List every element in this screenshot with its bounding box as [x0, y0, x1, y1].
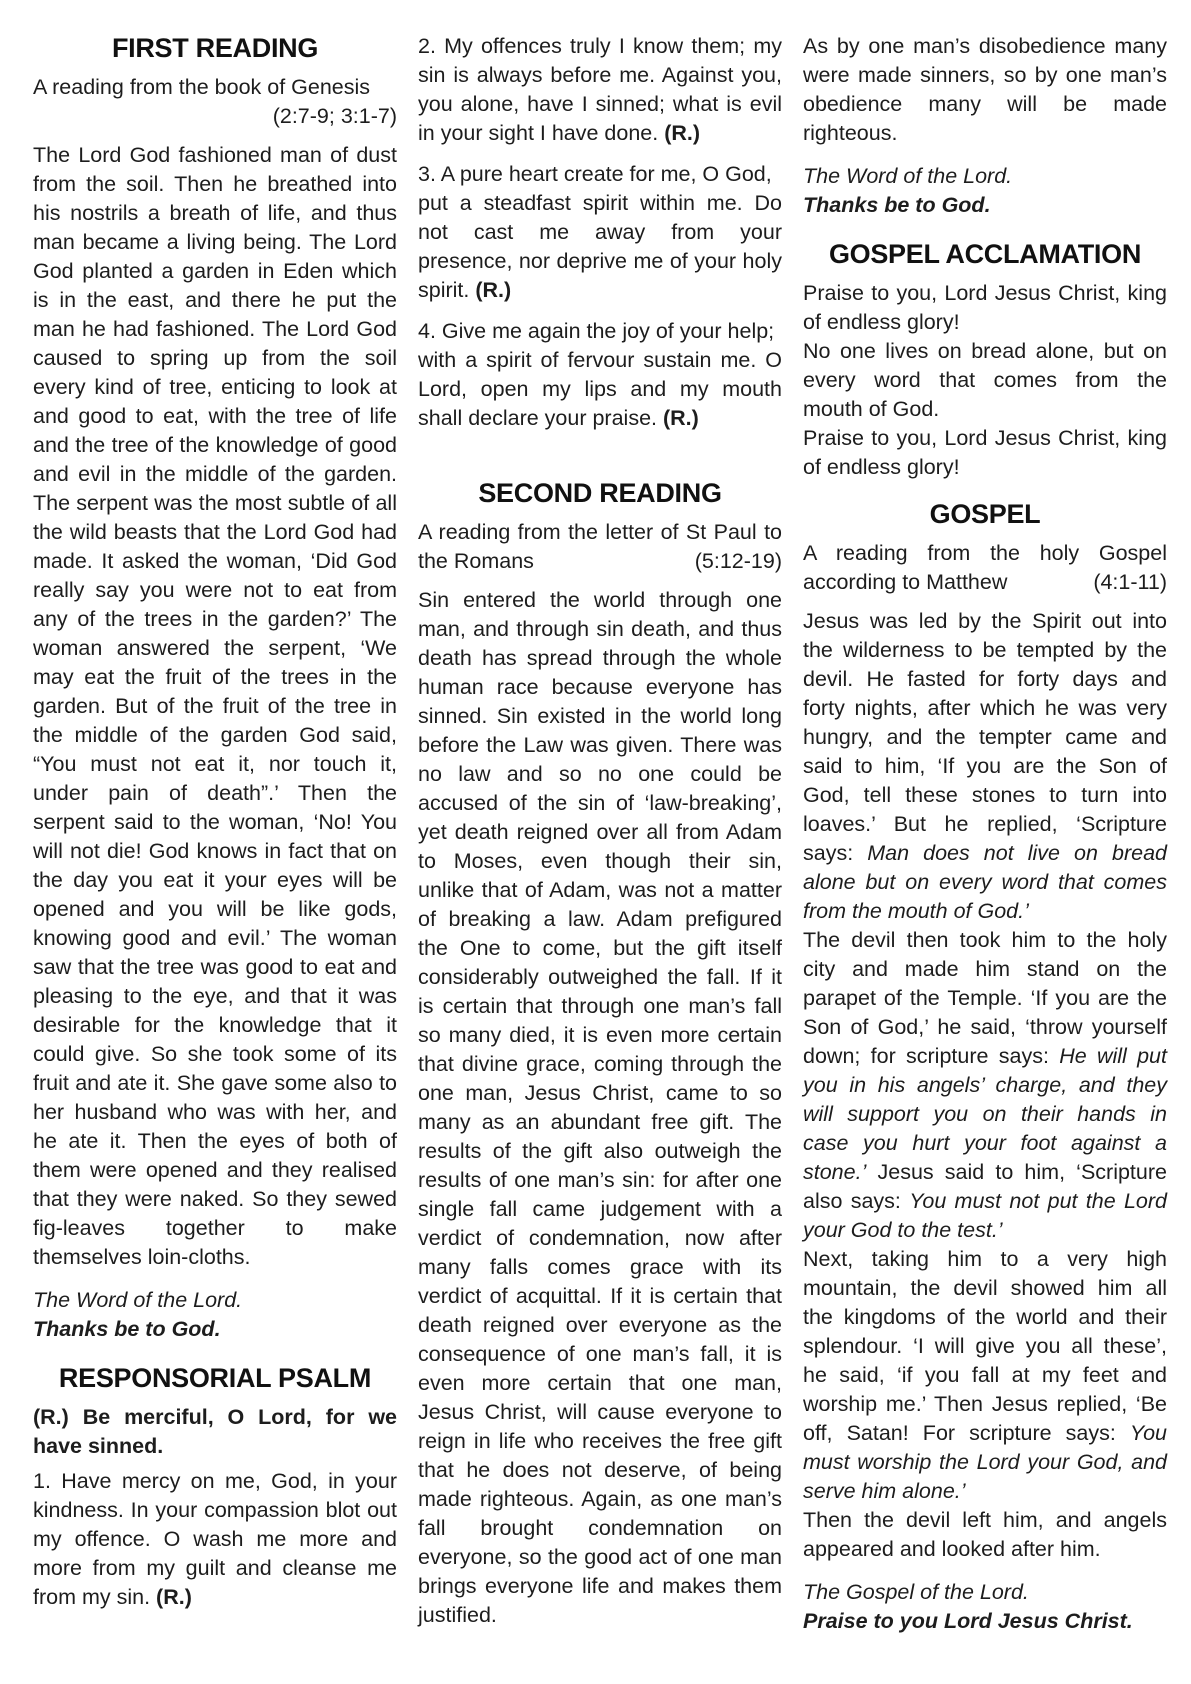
gospel-intro: A reading from the holy Gospel according to Matthew: [803, 541, 1167, 594]
responsorial-psalm-section: [33, 1362, 397, 1612]
second-reading-response: Thanks be to God.: [803, 193, 991, 217]
column-1: [33, 32, 397, 1636]
first-reading-section: [33, 32, 397, 1344]
acclamation-line-3: Praise to you, Lord Jesus Christ, king of endless glory!: [803, 426, 1167, 479]
second-reading-body-part2: As by one man’s disobedience many were made sinners, so by one man’s obedience many will be made righteous.: [803, 34, 1167, 145]
first-reading-heading: FIRST READING: [111, 33, 319, 63]
second-reading-intro: A reading from the letter of St Paul to the Romans: [418, 520, 782, 573]
first-reading-response: Thanks be to God.: [33, 1317, 221, 1341]
first-reading-citation: (2:7-9; 3:1-7): [272, 104, 397, 128]
column-2: [418, 32, 782, 1636]
gospel-response: Praise to you Lord Jesus Christ.: [803, 1609, 1133, 1633]
column-3: [803, 32, 1167, 1636]
psalm-verse-4: 4. Give me again the joy of your help; with a spirit of fervour sustain me. O Lord, open my lips and my mouth shall declare your praise. (R.): [418, 319, 782, 430]
responsorial-psalm-heading: RESPONSORIAL PSALM: [58, 1363, 372, 1393]
gospel-paragraph-1: Jesus was led by the Spirit out into the wilderness to be tempted by the devil. He fasted for forty days and forty nights, after which he was very hungry, and the tempter came and said to him, ‘If you are the Son of God, tell these stones to turn into loaves.’ But he replied, ‘Scripture says: Man does not live on bread alone but on every word that comes from the mouth of God.’: [803, 609, 1167, 923]
second-reading-conclusion: The Word of the Lord.: [803, 164, 1013, 188]
gospel-paragraph-4: Then the devil left him, and angels appeared and looked after him.: [803, 1508, 1167, 1561]
second-reading-section: [418, 477, 782, 1630]
gospel-conclusion: The Gospel of the Lord.: [803, 1580, 1029, 1604]
second-reading-source: [418, 518, 782, 576]
psalm-verse-2: 2. My offences truly I know them; my sin is always before me. Against you, you alone, have I sinned; what is evil in your sight I have done. (R.): [418, 34, 782, 145]
first-reading-intro: A reading from the book of Genesis: [33, 75, 371, 99]
gospel-citation: (4:1-11): [1093, 570, 1167, 594]
psalm-refrain: (R.) Be merciful, O Lord, for we have sinned.: [33, 1405, 397, 1458]
second-reading-heading: SECOND READING: [478, 478, 722, 508]
gospel-paragraph-3: Next, taking him to a very high mountain, the devil showed him all the kingdoms of the world and their splendour. ‘I will give you all these’, he said, ‘if you fall at my feet and worship me.’ Then Jesus replied, ‘Be off, Satan! For scripture says: You must worship the Lord your God, and serve him alone.’: [803, 1247, 1167, 1503]
gospel-source: [803, 539, 1167, 597]
gospel-acclamation-section: [803, 238, 1167, 482]
first-reading-conclusion: The Word of the Lord.: [33, 1288, 243, 1312]
gospel-paragraph-2: The devil then took him to the holy city and made him stand on the parapet of the Temple. ‘If you are the Son of God,’ he said, ‘throw yourself down; for scripture says: He will put you in his angels’ charge, and they will support you on their hands in case you hurt your foot against a stone.’ Jesus said to him, ‘Scripture also says: You must not put the Lord your God to the test.’: [803, 928, 1167, 1242]
first-reading-body: The Lord God fashioned man of dust from the soil. Then he breathed into his nostrils a breath of life, and thus man became a living being. The Lord God planted a garden in Eden which is in the east, and there he put the man he had fashioned. The Lord God caused to spring up from the soil every kind of tree, enticing to look at and good to eat, with the tree of life and the tree of the knowledge of good and evil in the middle of the garden. The serpent was the most subtle of all the wild beasts that the Lord God had made. It asked the woman, ‘Did God really say you were not to eat from any of the trees in the garden?’ The woman answered the serpent, ‘We may eat the fruit of the trees in the garden. But of the fruit of the tree in the middle of the garden God said, “You must not eat it, nor touch it, under pain of death”.’ Then the serpent said to the woman, ‘No! You will not die! God knows in fact that on the day you eat it your eyes will be opened and you will be like gods, knowing good and evil.’ The woman saw that the tree was good to eat and pleasing to the eye, and that it was desirable for the knowledge that it could give. So she took some of its fruit and ate it. She gave some also to her husband who was with her, and he ate it. Then the eyes of both of them were opened and they realised that they were naked. So they sewed fig-leaves together to make themselves loin-cloths.: [33, 143, 397, 1269]
gospel-acclamation-heading: GOSPEL ACCLAMATION: [828, 239, 1142, 269]
acclamation-line-1: Praise to you, Lord Jesus Christ, king of endless glory!: [803, 281, 1167, 334]
acclamation-line-2: No one lives on bread alone, but on every word that comes from the mouth of God.: [803, 339, 1167, 421]
second-reading-body-part1: Sin entered the world through one man, and through sin death, and thus death has spread through the whole human race because everyone has sinned. Sin existed in the world long before the Law was given. There was no law and so no one could be accused of the sin of ‘law-breaking’, yet death reigned over all from Adam to Moses, even though their sin, unlike that of Adam, was not a matter of breaking a law. Adam prefigured the One to come, but the gift itself considerably outweighed the fall. If it is certain that through one man’s fall so many died, it is even more certain that divine grace, coming through the one man, Jesus Christ, came to so many as an abundant free gift. The results of the gift also outweigh the results of one man’s sin: for after one single fall came judgement with a verdict of condemnation, now after many falls comes grace with its verdict of acquittal. If it is certain that death reigned over everyone as the consequence of one man’s fall, it is even more certain that one man, Jesus Christ, will cause everyone to reign in life who receives the free gift that he does not deserve, of being made righteous. Again, as one man’s fall brought condemnation on everyone, so the good act of one man brings everyone life and makes them justified.: [418, 588, 782, 1627]
psalm-verse-1: 1. Have mercy on me, God, in your kindness. In your compassion blot out my offence. O wash me more and more from my guilt and cleanse me from my sin. (R.): [33, 1469, 397, 1609]
gospel-section: [803, 498, 1167, 1636]
gospel-heading: GOSPEL: [929, 499, 1041, 529]
psalm-verse-3: 3. A pure heart create for me, O God, put a steadfast spirit within me. Do not cast me away from your presence, nor deprive me of your holy spirit. (R.): [418, 162, 782, 302]
second-reading-citation: (5:12-19): [694, 549, 782, 573]
